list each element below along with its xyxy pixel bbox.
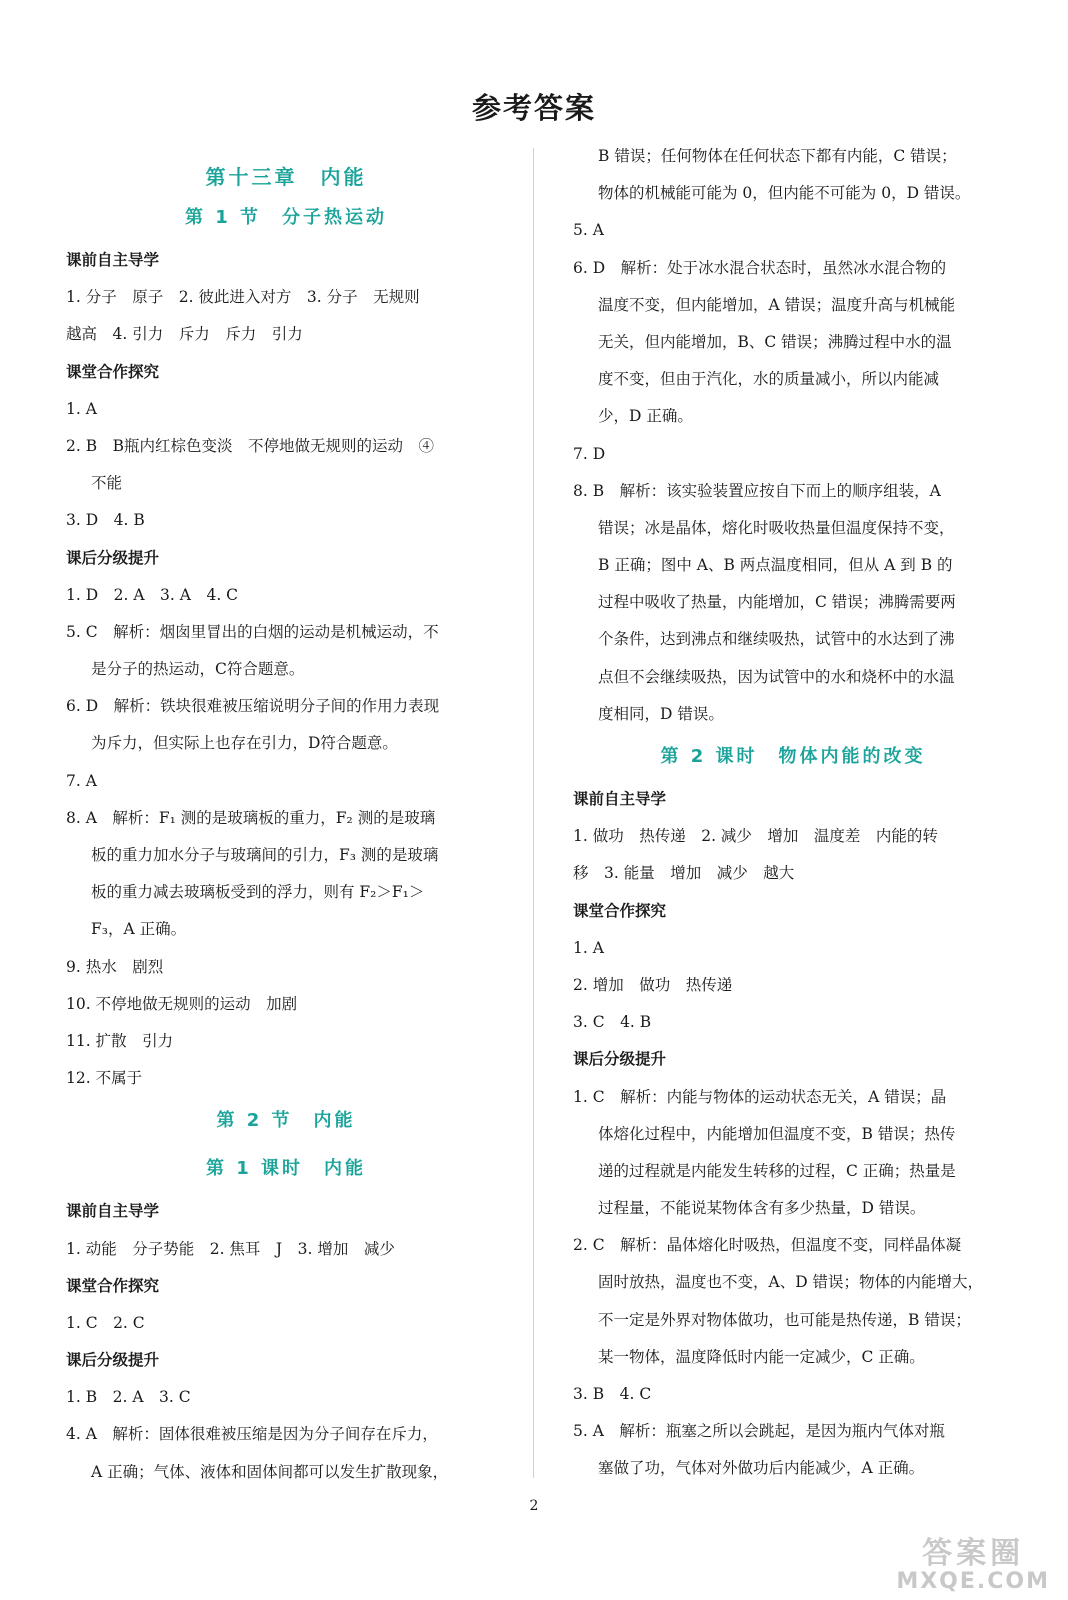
answer-line: 移 3. 能量 增加 减少 越大: [573, 864, 795, 883]
answer-continuation: 过程量，不能说某物体含有多少热量，D 错误。: [598, 1199, 926, 1218]
answer-line: 7. A: [66, 771, 97, 790]
subsection-heading: 课堂合作探究: [573, 901, 667, 920]
page-title: 参考答案: [471, 91, 596, 125]
answer-continuation: 某一物体，温度降低时内能一定减少，C 正确。: [598, 1347, 925, 1366]
subsection-heading: 课前自主导学: [66, 1202, 160, 1221]
page-number: 2: [529, 1498, 539, 1514]
answer-line: 6. D 解析：处于冰水混合状态时，虽然冰水混合物的: [573, 258, 947, 277]
answer-line: 3. B 4. C: [573, 1385, 652, 1403]
answer-continuation: 度相同，D 错误。: [598, 704, 724, 723]
answer-line: 1. 做功 热传递 2. 减少 增加 温度差 内能的转: [573, 827, 938, 846]
answer-line: 1. C 解析：内能与物体的运动状态无关，A 错误；晶: [573, 1087, 947, 1106]
answer-line: 1. D 2. A 3. A 4. C: [66, 585, 239, 604]
subsection-heading: 课前自主导学: [573, 790, 667, 808]
answer-line: 2. B B瓶内红棕色变淡 不停地做无规则的运动 ④: [66, 436, 434, 455]
right-column: [573, 138, 1013, 1488]
answer-continuation: 个条件，达到沸点和继续吸热，试管中的水达到了沸: [598, 630, 955, 649]
answer-line: 越高 4. 引力 斥力 斥力 引力: [66, 325, 303, 344]
watermark-url: MXQE.COM: [896, 1568, 1050, 1594]
answer-continuation: B 错误；任何物体在任何状态下都有内能，C 错误；: [598, 147, 957, 165]
left-column: [66, 140, 506, 1491]
answer-continuation: 为斥力，但实际上也存在引力，D符合题意。: [91, 734, 398, 753]
answer-line: 10. 不停地做无规则的运动 加剧: [66, 994, 298, 1013]
answer-continuation: 温度不变，但内能增加，A 错误；温度升高与机械能: [598, 295, 956, 314]
answer-line: 11. 扩散 引力: [66, 1031, 174, 1050]
answer-continuation: 过程中吸收了热量，内能增加，C 错误；沸腾需要两: [598, 593, 956, 612]
answer-continuation: B 正确；图中 A、B 两点温度相同，但从 A 到 B 的: [598, 556, 953, 575]
subsection-heading: 课堂合作探究: [66, 1276, 160, 1295]
answer-line: 4. A 解析：固体很难被压缩是因为分子间存在斥力，: [66, 1425, 438, 1444]
answer-line: 1. B 2. A 3. C: [66, 1388, 191, 1407]
column-divider: [533, 148, 534, 1478]
answer-line: 2. C 解析：晶体熔化时吸热，但温度不变，同样晶体凝: [573, 1236, 962, 1255]
subsection-heading: 课后分级提升: [66, 1351, 160, 1370]
answer-continuation: 是分子的热运动，C符合题意。: [91, 660, 305, 679]
answer-line: 12. 不属于: [66, 1069, 143, 1088]
answer-line: 1. 分子 原子 2. 彼此进入对方 3. 分子 无规则: [66, 288, 420, 307]
answer-line: 5. C 解析：烟囱里冒出的白烟的运动是机械运动，不: [66, 622, 439, 641]
answer-continuation: A 正确；气体、液体和固体间都可以发生扩散现象，: [91, 1462, 449, 1481]
answer-continuation: 不一定是外界对物体做功，也可能是热传递，B 错误；: [598, 1310, 971, 1329]
answer-continuation: 体熔化过程中，内能增加但温度不变，B 错误；热传: [598, 1124, 956, 1143]
section-title: 第 2 节 内能: [216, 1110, 356, 1132]
section-title: 第 2 课时 物体内能的改变: [660, 746, 926, 767]
answer-continuation: 物体的机械能可能为 0，但内能不可能为 0，D 错误。: [598, 184, 971, 203]
answer-line: 1. A: [66, 399, 97, 418]
answer-continuation: 板的重力加水分子与玻璃间的引力，F₃ 测的是玻璃: [91, 846, 439, 864]
answer-continuation: 度不变，但由于汽化，水的质量减小，所以内能减: [598, 370, 940, 389]
section-title: 第 1 课时 内能: [205, 1158, 367, 1180]
answer-line: 1. 动能 分子势能 2. 焦耳 J 3. 增加 减少: [66, 1239, 395, 1258]
answer-continuation: 固时放热，温度也不变，A、D 错误；物体的内能增大，: [598, 1273, 984, 1292]
answer-line: 7. D: [573, 444, 606, 463]
answer-line: 5. A 解析：瓶塞之所以会跳起，是因为瓶内气体对瓶: [573, 1422, 945, 1441]
subsection-heading: 课前自主导学: [66, 251, 160, 269]
answer-continuation: F₃，A 正确。: [91, 920, 187, 939]
section-title: 第 1 节 分子热运动: [184, 207, 388, 228]
answer-line: 8. A 解析：F₁ 测的是玻璃板的重力，F₂ 测的是玻璃: [66, 808, 436, 827]
answer-line: 2. 增加 做功 热传递: [573, 975, 733, 994]
answer-continuation: 点但不会继续吸热，因为试管中的水和烧杯中的水温: [598, 667, 955, 686]
answer-line: 1. C 2. C: [66, 1313, 145, 1332]
answer-line: 9. 热水 剧烈: [66, 957, 164, 976]
answer-continuation: 错误；冰是晶体，熔化时吸收热量但温度保持不变，: [598, 518, 955, 537]
watermark-logo: [896, 1537, 1050, 1594]
answer-line: 5. A: [573, 221, 604, 240]
subsection-heading: 课堂合作探究: [66, 362, 160, 381]
chapter-title: 第十三章 内能: [205, 165, 367, 189]
answer-line: 3. C 4. B: [573, 1013, 652, 1032]
answer-continuation: 板的重力减去玻璃板受到的浮力，则有 F₂＞F₁＞: [91, 883, 425, 902]
answer-line: 6. D 解析：铁块很难被压缩说明分子间的作用力表现: [66, 697, 440, 716]
answer-line: 1. A: [573, 938, 604, 957]
subsection-heading: 课后分级提升: [66, 548, 160, 567]
watermark-text: 答案圈: [922, 1535, 1025, 1571]
subsection-heading: 课后分级提升: [573, 1050, 667, 1069]
answer-line: 8. B 解析：该实验装置应按自下而上的顺序组装，A: [573, 481, 941, 500]
answer-continuation: 递的过程就是内能发生转移的过程，C 正确；热量是: [598, 1161, 956, 1180]
answer-continuation: 少，D 正确。: [598, 407, 693, 426]
answer-continuation: 不能: [91, 474, 123, 493]
answer-line: 3. D 4. B: [66, 511, 145, 530]
answer-continuation: 无关，但内能增加，B、C 错误；沸腾过程中水的温: [598, 332, 952, 351]
answer-continuation: 塞做了功，气体对外做功后内能减少，A 正确。: [598, 1459, 925, 1478]
